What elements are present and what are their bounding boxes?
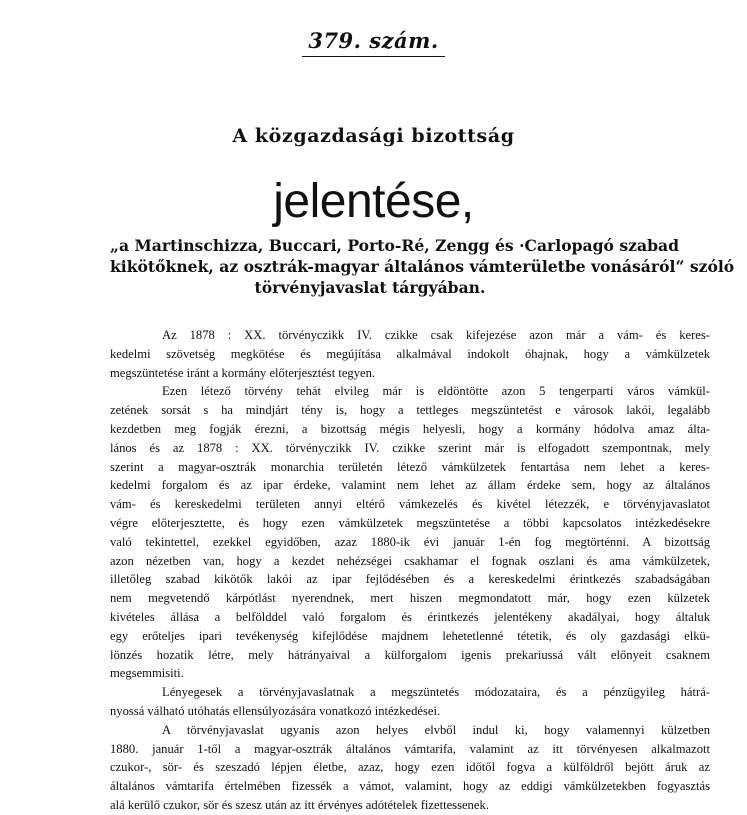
subject-line: „a Martinschizza, Buccari, Porto-Ré, Zengg és ·Carlopagó szabad [110,236,679,255]
paragraph-line: czukor-, sör- és szeszadó lépjen életbe, azaz, hogy ezen időtől fogva a külföldről bejött áruk az [110,760,710,775]
paragraph-line: nyossá válható utóhatás ellensúlyozására vonatkozó intézkedései. [110,703,441,718]
subject-line: kikötőknek, az osztrák-magyar általános vámterületbe vonásáról“ szóló [110,257,735,276]
paragraph-line: egy erőteljes ipari tevékenység kifejlődése majdnem lehetetlenné tétetik, és oly gazdasági elkü- [110,628,710,643]
body-text [110,326,710,815]
paragraph-line: megsemmisiti. [110,666,184,681]
subject-line: törvényjavaslat tárgyában. [254,278,486,297]
paragraph-line: szerint a magyar-osztrák monarchia területén létező vámkülzetek fentartása nem lehet a keres- [110,459,710,474]
paragraph-line: kedelmi forgalom és az ipar érdeke, valamint nem lehet az állam érdeke sem, hogy az általános [110,478,710,493]
report-subject [110,235,735,298]
document-number: 379. szám. [302,28,444,57]
paragraph [110,683,710,721]
paragraph-line: kivételes állása a belfölddel való forgalom és érintkezés jelentékeny akadályai, hogy általuk [110,609,710,624]
paragraph-line: kezdetben meg fogják érezni, a bizottság mégis helyesli, hogy a kormány hódolva amaz álta- [110,421,710,436]
paragraph-line: A törvényjavaslat ugyanis azon helyes elvből indul ki, hogy valamennyi külzetben [162,722,710,737]
paragraph-line: végre előterjesztette, és hogy ezen vámkülzetek megszüntetése a többi kapcsolatos intézkedésekre [110,515,710,530]
paragraph-line: 1880. január 1-től a magyar-osztrák általános vámtarifa, valamint az itt törvényesen alkalmazott [110,741,710,756]
paragraph [110,721,710,815]
paragraph-line: azon nézetben van, hogy a kezdet nehézségei csakhamar el fognak oszlani és ama vámkülzetek, [110,553,710,568]
paragraph-line: Lényegesek a törvényjavaslatnak a megszüntetés módozataira, és a pénzügyileg hátrá- [162,685,710,700]
paragraph [110,326,710,382]
paragraph-line: zetének sorsát s ha mindjárt tény is, hogy a tettleges megszüntetést e városok lakói, legalább [110,403,710,418]
paragraph-line: való tekintettel, ezekkel egyidőben, azaz 1880-ik évi január 1-én fog megtörténni. A bizottság [110,534,710,549]
paragraph-line: Az 1878 : XX. törvényczikk IV. czikke csak kifejezése azon már a vám- és keres- [162,328,710,342]
committee-heading: A közgazdasági bizottság [232,125,515,147]
paragraph-line: illetőleg szabad kikötők lakói az ipar fejlődésében és a kereskedelmi érintkezés szabadságában [110,572,710,587]
paragraph-line: vám- és kereskedelmi területen annyi eltérő vámkezelés és kivétel létezzék, e törvényjavaslatot [110,497,710,512]
report-title: jelentése, [273,175,474,228]
paragraph-line: kedelmi szövetség megkötése és megújítása alkalmával indokolt óhajnak, hogy a vámkülzetek [110,346,710,361]
paragraph-line: általános vámtarifa értelmében fizessék a vámot, valamint, hogy az eddigi vámkülzetekben fogyasztás [110,779,710,794]
paragraph-line: megszüntetése iránt a kormány előterjesztést tegyen. [110,365,376,380]
paragraph-line: Ezen létező törvény tehát elvileg már is eldöntötte azon 5 tengerparti város vámkül- [162,384,710,399]
paragraph-line: lönzés hozatik létre, mely hátrányaival a külforgalom igenis prekariussá vált előnyeit csaknem [110,647,710,662]
paragraph [110,382,710,683]
paragraph-line: lános és az 1878 : XX. törvényczikk IV. czikke szerint már is elfogadott szempontnak, mely [110,440,710,455]
paragraph-line: nem megvetendő kárpótlást nyerendnek, mert hiszen megmondatott már, hogy ezen külzetek [110,591,710,606]
document-number-header [0,28,747,57]
paragraph-line: alá kerülő czukor, sör és szesz után az itt érvényes adótételek fizettessenek. [110,797,489,812]
